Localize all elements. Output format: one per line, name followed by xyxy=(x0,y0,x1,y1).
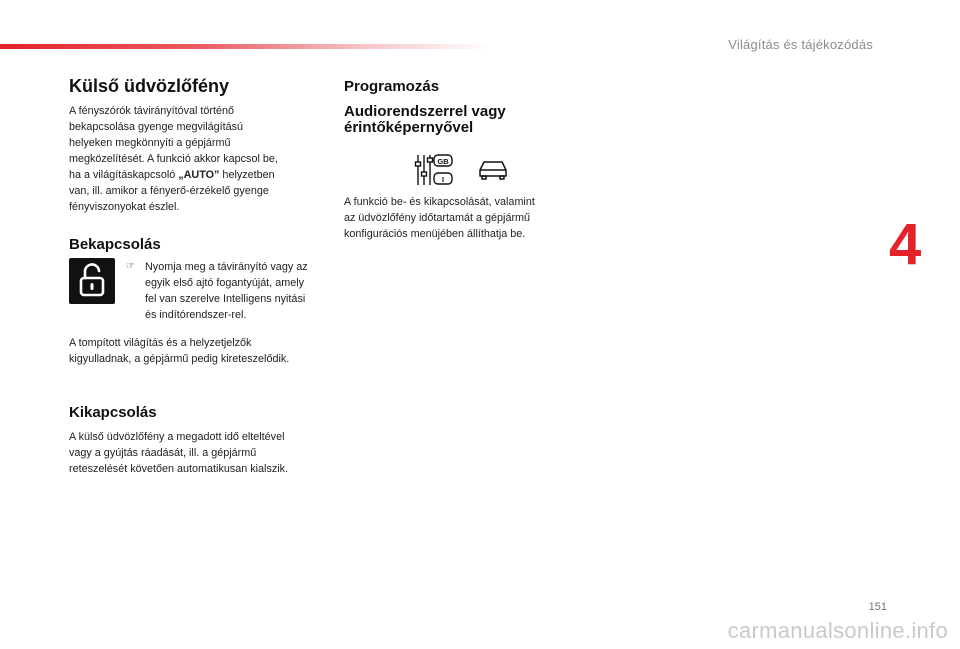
programming-icons xyxy=(414,153,514,194)
auto-label: „AUTO” xyxy=(178,169,220,181)
subheading-line: érintőképernyővel xyxy=(344,119,474,136)
body-line: A külső üdvözlőfény a megadott idő elteltével xyxy=(69,431,285,443)
body-line: az üdvözlőfény időtartamát a gépjármű xyxy=(344,212,531,224)
intro-line: ha a világításkapcsoló xyxy=(69,169,179,181)
bullet-line: és indítórendszer-rel. xyxy=(145,309,247,321)
body-line: kigyulladnak, a gépjármű pedig kireteszelődik. xyxy=(69,353,290,365)
body-line: reteszelését követően automatikusan kialszik. xyxy=(69,463,289,475)
subheading-line: Audiorendszerrel vagy xyxy=(344,103,506,120)
off-paragraph xyxy=(69,429,339,477)
programming-paragraph xyxy=(344,194,584,242)
body-line: vagy a gyújtás ráadását, ill. a gépjármű xyxy=(69,447,257,459)
bullet-line: fel van szerelve Intelligens nyitási xyxy=(145,293,306,305)
body-line: konfigurációs menüjében állíthatja be. xyxy=(344,228,526,240)
section-heading-on: Bekapcsolás xyxy=(69,236,161,253)
settings-sliders-icon xyxy=(414,153,514,189)
intro-line: A fényszórók távirányítóval történő xyxy=(69,105,235,117)
chapter-number: 4 xyxy=(889,212,922,277)
badge-text: I xyxy=(441,175,445,184)
intro-line: helyeken megkönnyíti a gépjármű xyxy=(69,137,231,149)
intro-paragraph xyxy=(69,103,329,215)
on-result-paragraph xyxy=(69,335,339,367)
intro-line: fényviszonyokat észlel. xyxy=(69,201,180,213)
bullet-line: egyik első ajtó fogantyúját, amely xyxy=(145,277,305,289)
programming-heading: Programozás xyxy=(344,78,440,95)
bullet-arrow-icon: ☞ xyxy=(126,261,135,272)
programming-subheading xyxy=(344,104,506,136)
intro-line: van, ill. amikor a fényerő-érzékelő gyenge xyxy=(69,185,269,197)
page-title: Külső üdvözlőfény xyxy=(69,76,230,96)
header-accent-bar xyxy=(0,44,490,49)
section-heading-off: Kikapcsolás xyxy=(69,404,157,421)
bullet-item xyxy=(126,259,321,323)
page-number: 151 xyxy=(868,601,887,613)
intro-line: megközelítését. A funkció akkor kapcsol be, xyxy=(69,153,278,165)
section-title: Világítás és tájékozódás xyxy=(728,37,873,52)
watermark: carmanualsonline.info xyxy=(727,618,948,643)
car-icon xyxy=(480,162,506,179)
left-column xyxy=(69,74,329,215)
body-line: A tompított világítás és a helyzetjelzők xyxy=(69,337,252,349)
bullet-line: Nyomja meg a távirányító vagy az xyxy=(145,261,308,273)
badge-text: GB xyxy=(437,157,449,166)
intro-line: bekapcsolása gyenge megvilágítású xyxy=(69,121,244,133)
intro-line: helyzetben xyxy=(219,169,275,181)
unlock-icon xyxy=(69,258,115,304)
body-line: A funkció be- és kikapcsolását, valamint xyxy=(344,196,535,208)
